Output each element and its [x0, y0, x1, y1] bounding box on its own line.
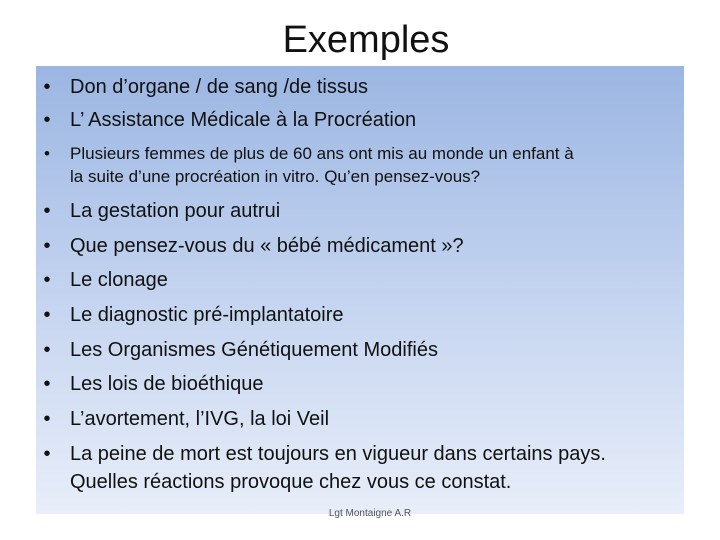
bullet-dot: • — [43, 443, 51, 465]
list-item-line-1: La peine de mort est toujours en vigueur dans certains pays. — [70, 443, 606, 465]
bullet-dot: • — [43, 408, 51, 430]
list-item-text: Les lois de bioéthique — [70, 373, 264, 395]
bullet-dot: • — [43, 109, 51, 131]
list-item-line-2: Quelles réactions provoque chez vous ce constat. — [70, 471, 512, 493]
content-box — [36, 66, 684, 514]
bullet-dot: • — [43, 235, 51, 257]
bullet-dot: • — [43, 200, 51, 222]
list-item-text: L’ Assistance Médicale à la Procréation — [70, 109, 417, 131]
bullet-dot: • — [43, 339, 51, 361]
bullet-dot: • — [43, 304, 51, 326]
slide-footer: Lgt Montaigne A.R — [328, 508, 412, 519]
list-item-line-2: la suite d’une procréation in vitro. Qu’en pensez-vous? — [70, 167, 481, 186]
slide-title: Exemples — [282, 19, 450, 61]
bullet-dot: • — [43, 76, 51, 98]
bullet-dot: • — [43, 373, 51, 395]
bullet-dot: • — [44, 144, 50, 163]
list-item-line-1: Plusieurs femmes de plus de 60 ans ont mis au monde un enfant à — [70, 144, 574, 163]
list-item-text: La gestation pour autrui — [70, 200, 281, 222]
list-item-text — [70, 142, 674, 188]
list-item-text: Don d’organe / de sang /de tissus — [70, 76, 368, 98]
list-item-text: Les Organismes Génétiquement Modifiés — [70, 339, 438, 361]
list-item-text: Le diagnostic pré-implantatoire — [70, 304, 344, 326]
list-item-text: Le clonage — [70, 269, 168, 291]
list-item-text: L’avortement, l’IVG, la loi Veil — [70, 408, 330, 430]
list-item-text — [70, 442, 674, 495]
list-item-text: Que pensez-vous du « bébé médicament »? — [70, 235, 464, 257]
bullet-dot: • — [43, 269, 51, 291]
